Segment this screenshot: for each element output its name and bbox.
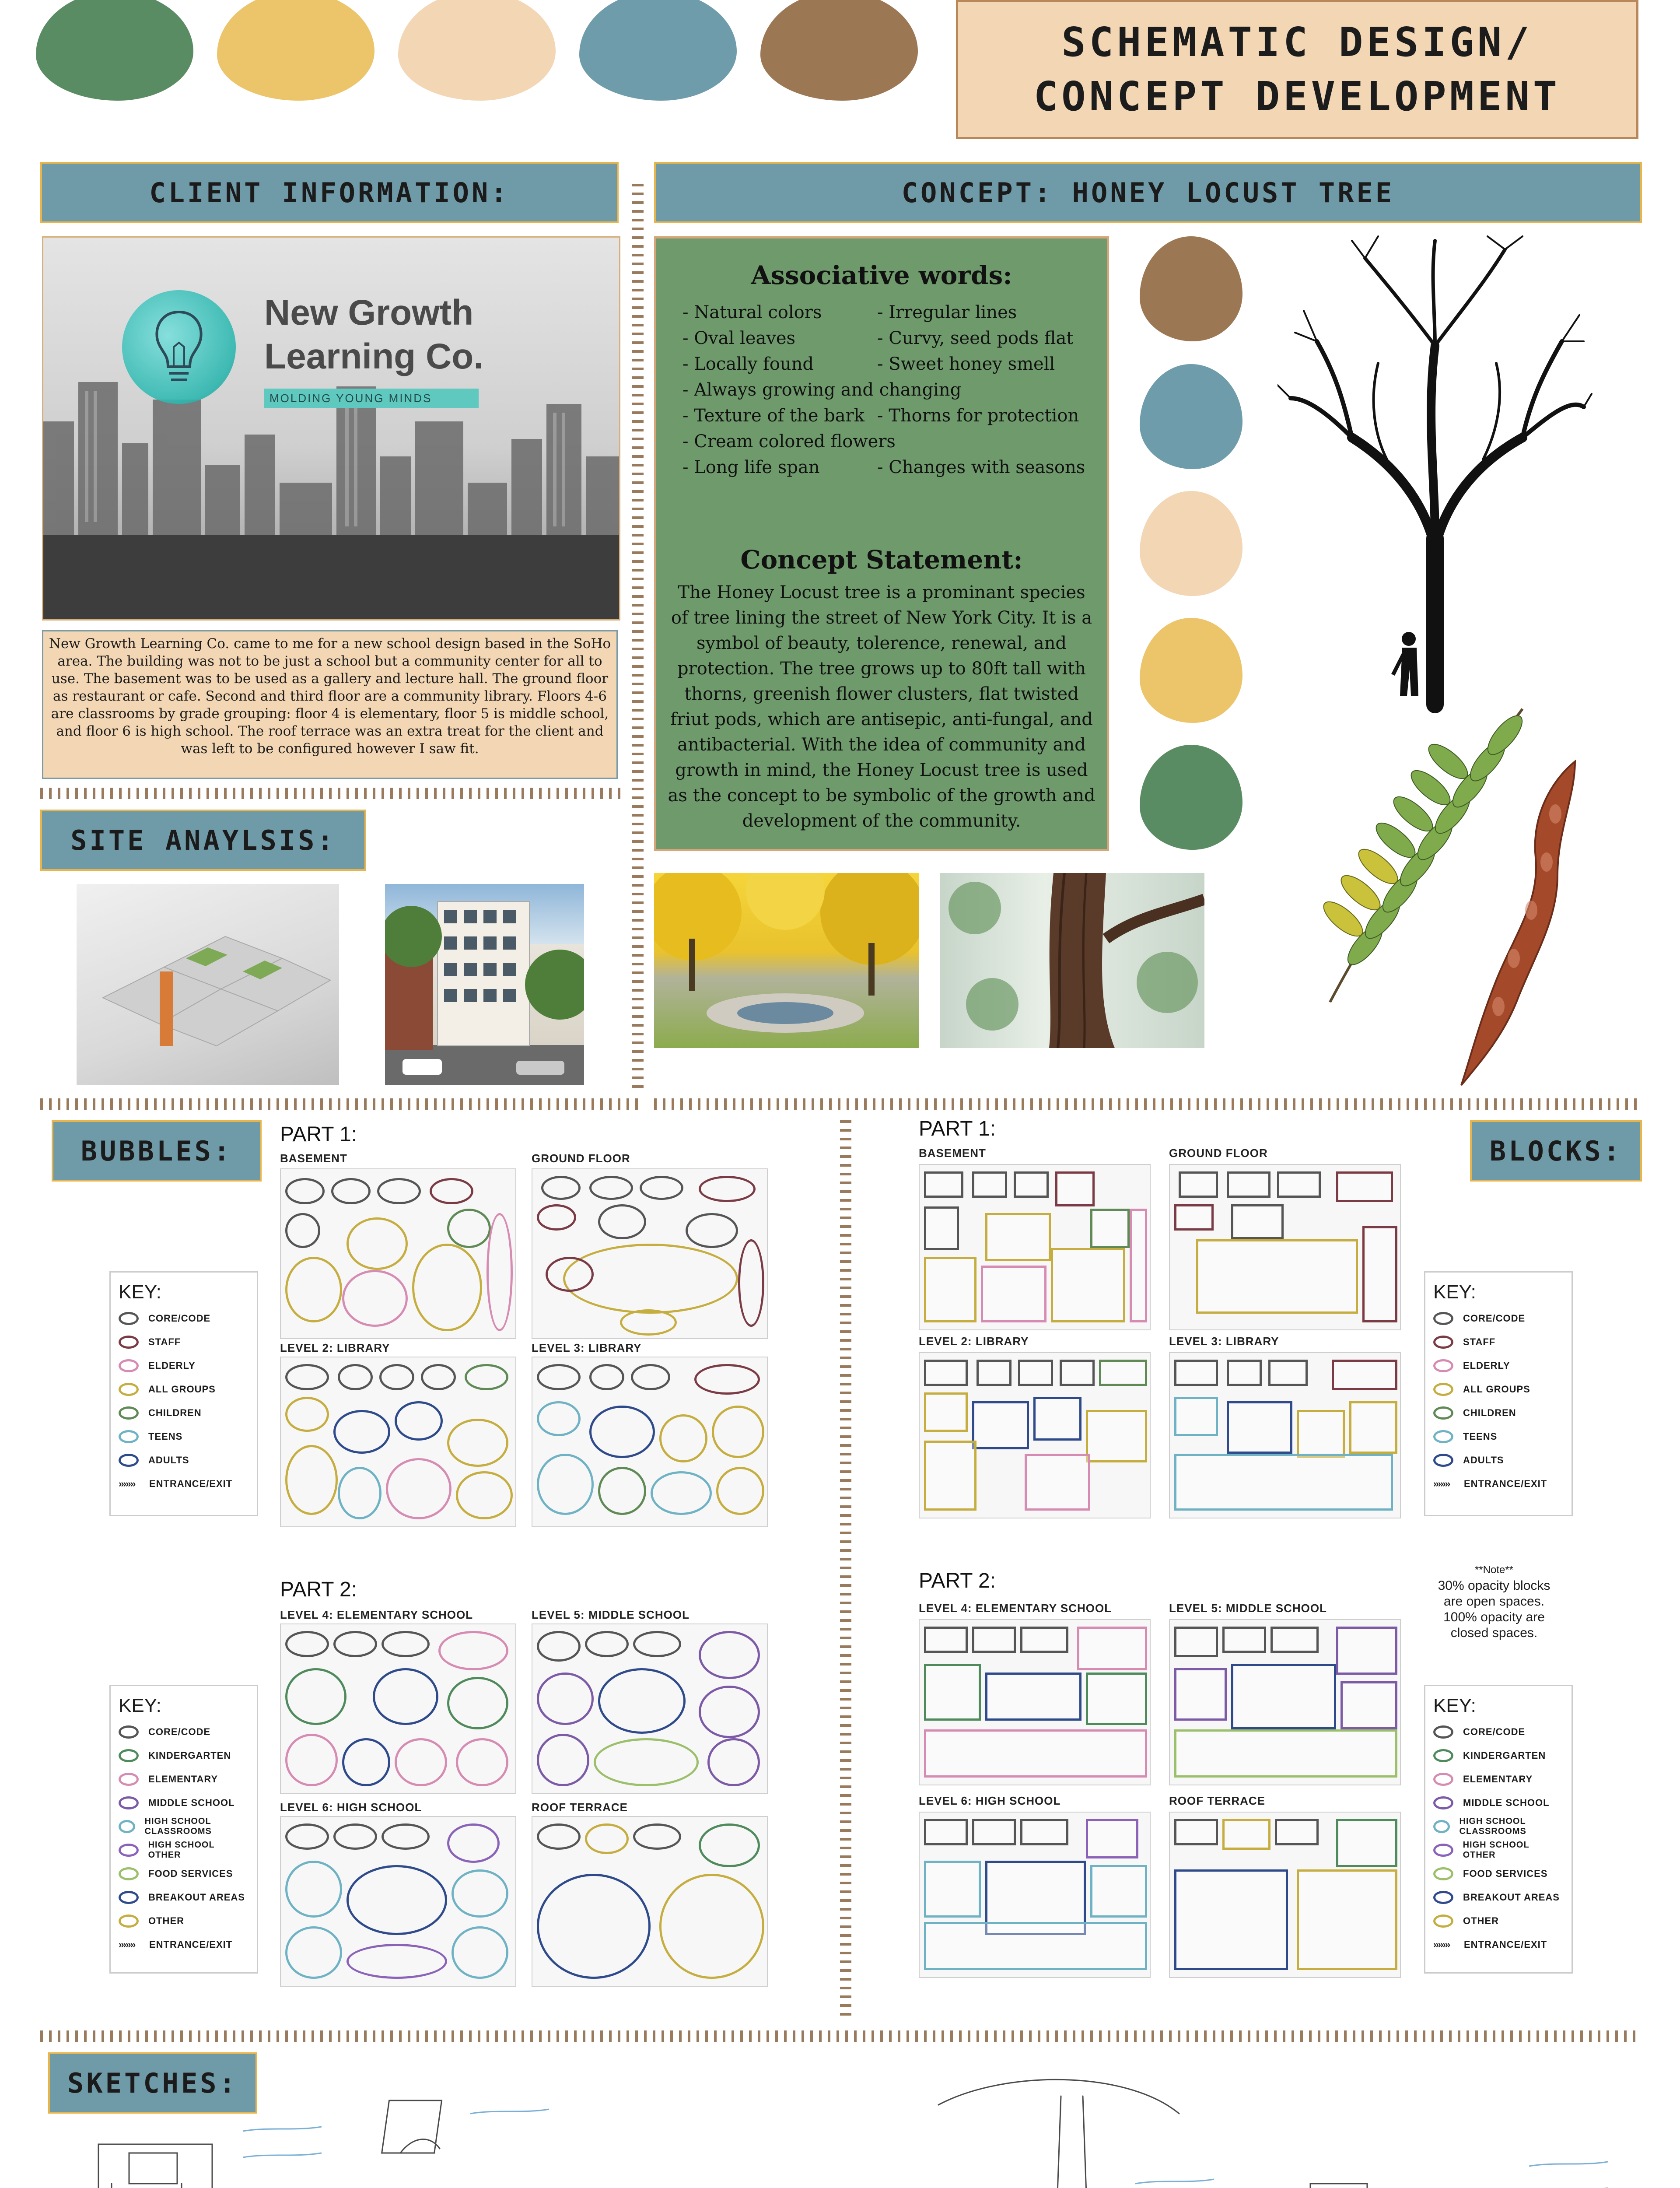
key-item: [1433, 1378, 1564, 1401]
title-box: [956, 0, 1638, 139]
key-color-ring: [119, 1312, 139, 1325]
bubble-plan-title: LEVEL 2: LIBRARY: [280, 1341, 390, 1354]
key-label: CORE/CODE: [148, 1313, 211, 1324]
concept-swatch-green: [1140, 745, 1242, 850]
key-label: CORE/CODE: [1463, 1726, 1526, 1737]
word-item: [877, 429, 1085, 455]
palette-swatch-yellow: [217, 0, 374, 101]
key-item: [119, 1378, 249, 1401]
key-label: STAFF: [148, 1336, 181, 1347]
key-color-ring: [119, 1773, 139, 1786]
word-item: - Sweet honey smell: [877, 354, 1055, 374]
key-color-ring: [1433, 1312, 1453, 1325]
key-item: [119, 1744, 249, 1767]
key-item: [119, 1791, 249, 1815]
key-color-ring: [119, 1383, 139, 1396]
key-item: [119, 1815, 249, 1838]
block-plan-title: LEVEL 4: ELEMENTARY SCHOOL: [919, 1602, 1112, 1615]
bubble-plan-title: ROOF TERRACE: [532, 1801, 628, 1814]
key-color-ring: [119, 1336, 139, 1349]
key-item: [119, 1909, 249, 1933]
key-label: CHILDREN: [148, 1407, 202, 1418]
key-item: [1433, 1401, 1564, 1425]
associative-words-title: Associative words:: [751, 260, 1012, 290]
word-item: - Natural colors: [682, 302, 822, 323]
palette-swatch-cream: [398, 0, 556, 101]
word-item: [877, 377, 1085, 403]
note-line: **Note**: [1474, 1564, 1514, 1576]
key-label: FOOD SERVICES: [1463, 1868, 1548, 1879]
key-label: ADULTS: [148, 1455, 189, 1466]
key-label: ALL GROUPS: [148, 1384, 216, 1395]
key-item: [1433, 1909, 1564, 1933]
seed-pod-illustration: [1444, 753, 1588, 1094]
divider-sketches: [40, 2030, 1637, 2042]
key-item: [1433, 1330, 1564, 1354]
block-plan-title: LEVEL 2: LIBRARY: [919, 1335, 1029, 1348]
key-item: [119, 1401, 249, 1425]
key-title: KEY:: [119, 1281, 161, 1303]
key-color-ring: [119, 1430, 139, 1443]
key-color-ring: [1433, 1891, 1453, 1904]
key-label: STAFF: [1463, 1336, 1496, 1347]
key-color-ring: [1433, 1749, 1453, 1762]
concept-statement-text: The Honey Locust tree is a prominant species of tree lining the street of New York City. It is a symbol of beauty, tolerence, renewal, and protection. The tree grows up to 80ft tall with thorns, greenish flower clusters, flat twisted friut pods, which are antisepic, anti-fungal, and antibacterial. With the idea of community and growth in mind, the Honey Locust tree is used as the concept to be symbolic of the growth and development of the community.: [668, 582, 1096, 831]
entrance-arrow-icon: ›››››››: [1433, 1939, 1450, 1950]
entrance-arrow-icon: ›››››››: [119, 1478, 135, 1489]
key-label: CHILDREN: [1463, 1407, 1516, 1418]
key-label: ENTRANCE/EXIT: [149, 1939, 233, 1950]
key-color-ring: [1433, 1383, 1453, 1396]
honey-locust-bark-photo: [940, 873, 1204, 1048]
word-item: - Thorns for protection: [877, 406, 1079, 426]
logo-name-line-1: New Growth: [264, 293, 474, 333]
bubble-plan-title: LEVEL 4: ELEMENTARY SCHOOL: [280, 1608, 473, 1621]
title-line-1: SCHEMATIC DESIGN/: [1061, 19, 1533, 66]
sketches-heading: SKETCHES:: [48, 2052, 257, 2114]
bubble-plan-title: BASEMENT: [280, 1152, 347, 1165]
logo-name-line-2: Learning Co.: [264, 337, 484, 376]
bubbles-key-part1: [109, 1271, 258, 1516]
key-color-ring: [1433, 1844, 1453, 1857]
key-label: ENTRANCE/EXIT: [149, 1478, 233, 1489]
client-logo-panel: [42, 236, 620, 621]
key-title: KEY:: [1433, 1281, 1476, 1303]
key-label: OTHER: [148, 1915, 184, 1926]
entrance-arrow-icon: ›››››››: [119, 1939, 135, 1950]
entrance-arrow-icon: ›››››››: [1433, 1478, 1450, 1489]
key-item: [1433, 1354, 1564, 1378]
key-label: ELEMENTARY: [148, 1774, 218, 1785]
key-color-ring: [119, 1454, 139, 1467]
key-item: [1433, 1886, 1564, 1909]
key-color-ring: [1433, 1773, 1453, 1786]
key-color-ring: [119, 1406, 139, 1420]
key-label: BREAKOUT AREAS: [1463, 1892, 1560, 1903]
key-color-ring: [119, 1796, 139, 1809]
key-color-ring: [1433, 1406, 1453, 1420]
key-title: KEY:: [1433, 1695, 1476, 1716]
word-item: - Locally found: [682, 354, 814, 374]
site-aerial-photo: [77, 884, 339, 1085]
key-item: [1433, 1791, 1564, 1815]
key-color-ring: [119, 1725, 139, 1739]
key-label: OTHER: [1463, 1915, 1499, 1926]
key-color-ring: [119, 1359, 139, 1372]
key-item: [119, 1354, 249, 1378]
bubble-plan-title: LEVEL 3: LIBRARY: [532, 1341, 642, 1354]
key-label: TEENS: [1463, 1431, 1498, 1442]
block-plan-title: GROUND FLOOR: [1169, 1147, 1268, 1160]
key-color-ring: [1433, 1867, 1453, 1880]
word-item: - Texture of the bark: [682, 406, 865, 426]
key-color-ring: [1433, 1454, 1453, 1467]
lightbulb-icon: [122, 290, 236, 404]
bubble-plan-roof-terrace: [532, 1816, 768, 1987]
key-item: [119, 1720, 249, 1744]
key-title: KEY:: [119, 1695, 161, 1716]
block-plan-roof-terrace: [1169, 1812, 1401, 1978]
site-analysis-heading: SITE ANAYLSIS:: [40, 810, 366, 871]
key-label: HIGH SCHOOL CLASSROOMS: [1459, 1816, 1526, 1836]
key-color-ring: [1433, 1725, 1453, 1739]
key-label: CORE/CODE: [148, 1726, 211, 1737]
blocks-part2-title: PART 2:: [919, 1569, 996, 1592]
note-line: 100% opacity are: [1443, 1610, 1545, 1624]
key-item: [119, 1307, 249, 1330]
key-color-ring: [1433, 1430, 1453, 1443]
client-description: New Growth Learning Co. came to me for a new school design based in the SoHo area. The building was not to be just a school but a community center for all to use. The basement was to be used as a gallery and lecture hall. The ground floor as restaurant or cafe. Second and third floor are a community library. Floors 4-6 are classrooms by grade grouping: floor 4 is elementary, floor 5 is middle school, and floor 6 is high school. The roof terrace was an extra treat for the client and was left to be configured however I saw fit.: [42, 630, 618, 779]
divider-mid-right: [654, 1098, 1642, 1110]
key-color-ring: [1433, 1914, 1453, 1928]
concept-swatch-yellow: [1140, 618, 1242, 723]
bubble-plan-level-3: [532, 1357, 768, 1527]
block-plan-basement: [919, 1164, 1151, 1330]
key-label: MIDDLE SCHOOL: [148, 1797, 235, 1808]
block-plan-level-5: [1169, 1619, 1401, 1785]
divider-mid-left: [40, 1098, 642, 1110]
key-color-ring: [1433, 1820, 1450, 1833]
key-label: HIGH SCHOOL CLASSROOMS: [144, 1816, 212, 1836]
word-item: - Oval leaves: [682, 328, 796, 348]
key-item: [1433, 1307, 1564, 1330]
bubble-plan-level-6: [280, 1816, 516, 1987]
site-street-photo: [385, 884, 584, 1085]
blocks-opacity-note: [1422, 1562, 1566, 1641]
key-label: CORE/CODE: [1463, 1313, 1526, 1324]
block-plan-title: BASEMENT: [919, 1147, 986, 1160]
word-item: - Cream colored flowers: [682, 431, 896, 452]
bubble-plan-basement: [280, 1168, 516, 1339]
block-plan-title: LEVEL 6: HIGH SCHOOL: [919, 1794, 1061, 1807]
note-line: are open spaces.: [1443, 1594, 1545, 1609]
bubble-plan-level-5: [532, 1623, 768, 1794]
block-plan-title: ROOF TERRACE: [1169, 1794, 1265, 1807]
palette-swatch-brown: [760, 0, 918, 101]
honey-locust-tree-illustration: [1278, 232, 1592, 713]
blocks-heading: BLOCKS:: [1470, 1120, 1642, 1182]
key-item: [1433, 1862, 1564, 1886]
divider-vertical-mid: [840, 1120, 851, 2017]
honey-locust-park-photo: [654, 873, 919, 1048]
key-label: BREAKOUT AREAS: [148, 1892, 245, 1903]
key-label: TEENS: [148, 1431, 183, 1442]
client-info-heading: CLIENT INFORMATION:: [40, 162, 619, 223]
key-label: ALL GROUPS: [1463, 1384, 1530, 1395]
bubble-plan-title: GROUND FLOOR: [532, 1152, 630, 1165]
key-label: ELEMENTARY: [1463, 1774, 1533, 1785]
key-item: [1433, 1720, 1564, 1744]
key-label: HIGH SCHOOL OTHER: [1463, 1840, 1530, 1860]
divider-client-site: [40, 788, 622, 799]
key-label: ELDERLY: [1463, 1360, 1510, 1371]
divider-vertical-top: [632, 184, 644, 1094]
bubble-plan-level-4: [280, 1623, 516, 1794]
block-plan-title: LEVEL 3: LIBRARY: [1169, 1335, 1279, 1348]
associative-words-list-right: [877, 300, 1085, 480]
logo-tagline: MOLDING YOUNG MINDS: [264, 389, 479, 408]
concept-words-panel: [654, 236, 1109, 851]
bubble-plan-ground-floor: [532, 1168, 768, 1339]
key-item: [119, 1838, 249, 1862]
key-color-ring: [1433, 1359, 1453, 1372]
key-item: [1433, 1838, 1564, 1862]
concept-statement-title: Concept Statement:: [740, 545, 1023, 575]
bubbles-part1-title: PART 1:: [280, 1123, 357, 1146]
key-label: ADULTS: [1463, 1455, 1504, 1466]
concept-swatch-brown: [1140, 236, 1242, 341]
key-color-ring: [119, 1891, 139, 1904]
key-item: [119, 1862, 249, 1886]
block-plan-title: LEVEL 5: MIDDLE SCHOOL: [1169, 1602, 1327, 1615]
word-item: - Irregular lines: [877, 302, 1017, 323]
key-color-ring: [1433, 1796, 1453, 1809]
block-plan-ground-floor: [1169, 1164, 1401, 1330]
key-item: [119, 1425, 249, 1448]
key-item: [119, 1330, 249, 1354]
key-label: MIDDLE SCHOOL: [1463, 1797, 1550, 1808]
bubble-plan-level-2: [280, 1357, 516, 1527]
word-item: - Long life span: [682, 457, 820, 477]
key-entrance: [1433, 1933, 1564, 1957]
blocks-part1-title: PART 1:: [919, 1117, 996, 1140]
bubbles-part2-title: PART 2:: [280, 1578, 357, 1601]
key-entrance: [119, 1933, 249, 1957]
bubble-plan-title: LEVEL 6: HIGH SCHOOL: [280, 1801, 422, 1814]
bubbles-key-part2: [109, 1685, 258, 1974]
concept-swatch-blue: [1140, 364, 1242, 469]
title-line-2: CONCEPT DEVELOPMENT: [1033, 73, 1561, 120]
key-item: [1433, 1744, 1564, 1767]
palette-swatch-blue: [579, 0, 737, 101]
key-label: ENTRANCE/EXIT: [1464, 1478, 1547, 1489]
key-label: KINDERGARTEN: [1463, 1750, 1546, 1761]
key-label: KINDERGARTEN: [148, 1750, 231, 1761]
key-item: [1433, 1425, 1564, 1448]
block-plan-level-2: [919, 1352, 1151, 1518]
word-item: - Always growing and changing: [682, 380, 962, 400]
key-color-ring: [119, 1844, 139, 1857]
palette-swatch-green: [36, 0, 193, 101]
concept-swatch-cream: [1140, 491, 1242, 596]
key-label: HIGH SCHOOL OTHER: [148, 1840, 215, 1860]
blocks-key-part2: [1424, 1685, 1573, 1974]
key-color-ring: [119, 1867, 139, 1880]
block-plan-level-4: [919, 1619, 1151, 1785]
sketches-area: [42, 2052, 1638, 2188]
key-color-ring: [119, 1749, 139, 1762]
key-color-ring: [119, 1820, 135, 1833]
key-item: [119, 1886, 249, 1909]
word-item: - Curvy, seed pods flat: [877, 328, 1074, 348]
key-label: ELDERLY: [148, 1360, 196, 1371]
key-label: FOOD SERVICES: [148, 1868, 233, 1879]
word-item: - Changes with seasons: [877, 457, 1085, 477]
block-plan-level-6: [919, 1812, 1151, 1978]
bubble-plan-title: LEVEL 5: MIDDLE SCHOOL: [532, 1608, 690, 1621]
block-plan-level-3: [1169, 1352, 1401, 1518]
blocks-key-part1: [1424, 1271, 1573, 1516]
key-label: ENTRANCE/EXIT: [1464, 1939, 1547, 1950]
key-color-ring: [119, 1914, 139, 1928]
key-entrance: [1433, 1472, 1564, 1496]
key-item: [1433, 1767, 1564, 1791]
key-item: [1433, 1448, 1564, 1472]
key-entrance: [119, 1472, 249, 1496]
bubbles-heading: BUBBLES:: [52, 1120, 262, 1182]
note-line: 30% opacity blocks: [1438, 1578, 1550, 1593]
key-item: [1433, 1815, 1564, 1838]
note-line: closed spaces.: [1450, 1626, 1538, 1640]
concept-heading: CONCEPT: HONEY LOCUST TREE: [654, 162, 1642, 223]
key-item: [119, 1448, 249, 1472]
key-item: [119, 1767, 249, 1791]
key-color-ring: [1433, 1336, 1453, 1349]
